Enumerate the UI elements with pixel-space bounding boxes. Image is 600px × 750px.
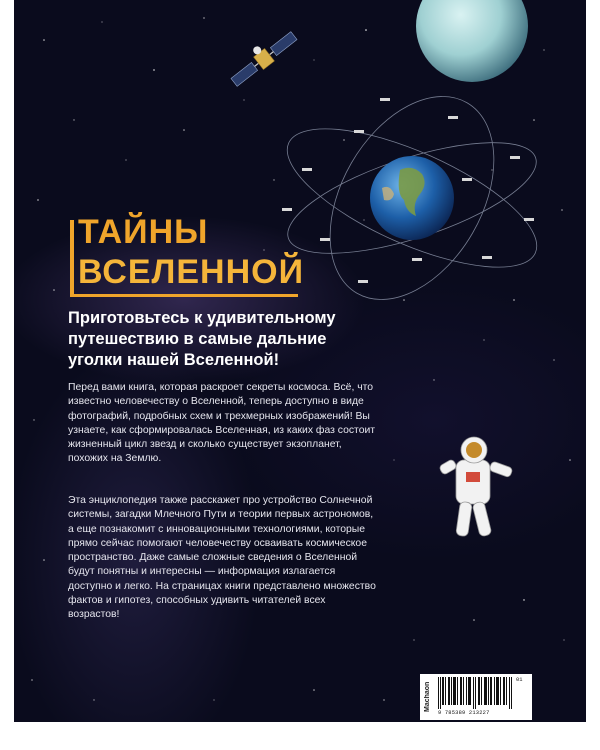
description-paragraph-1: Перед вами книга, которая раскроет секреты космоса. Всё, что известно человечеству о Вселенной, теперь доступно в виде фотографий, подробных схем и трехмерных изображений! Вы узнаете, как сформировалась Вселенная, из каких фаз состоит жизненный цикл звезд и сколько существует экзопланет, похожих на Землю. [68, 382, 376, 465]
barcode-icon [438, 677, 514, 709]
title-underline [70, 294, 298, 297]
description-paragraph-2: Эта энциклопедия также расскажет про устройство Солнечной системы, загадки Млечного Пути и теории первых астрономов, а еще познакомит с инновационными технологиями, которые прямо сейчас помогают человечеству осваивать космическое пространство. Даже самые сложные сведения о Вселенной будут понятны и интересны — информация излагается доступно и легко. На страницах книги представлено множество фактов и гипотез, способных удивить читателей всех возрастов! [68, 495, 376, 621]
book-back-cover [14, 0, 586, 722]
book-title [70, 212, 305, 296]
title-line-1: ТАЙНЫ [78, 213, 209, 251]
earth-orbits-icon [262, 58, 562, 308]
publisher-logo: Machaon [424, 681, 431, 713]
astronaut-icon [426, 432, 522, 552]
lead-text: Приготовьтесь к удивительному путешествию в самые дальние уголки нашей Вселенной! [68, 309, 336, 369]
isbn-number: 9 785389 213227 [438, 710, 490, 716]
barcode-supplement: 01 [516, 677, 523, 683]
barcode-label [420, 674, 532, 720]
title-accent-bar [70, 220, 74, 296]
title-line-2: ВСЕЛЕННОЙ [78, 253, 305, 291]
